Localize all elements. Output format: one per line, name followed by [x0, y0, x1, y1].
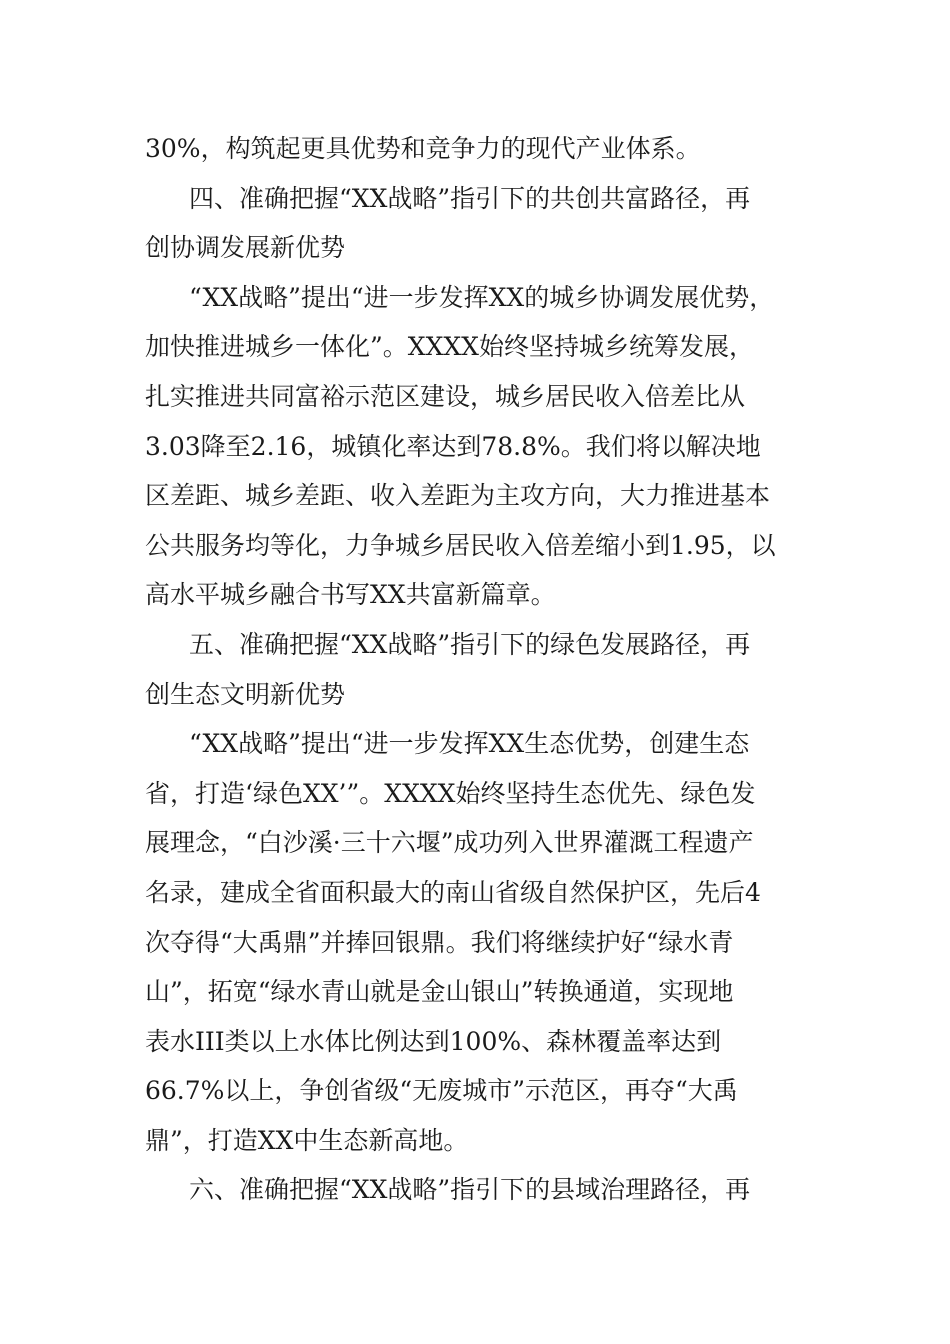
paragraph-5-line-5: 次夺得“大禹鼎”并捧回银鼎。我们将继续护好“绿水青	[145, 927, 734, 957]
paragraph-4-line-5: 区差距、城乡差距、收入差距为主攻方向，大力推进基本	[145, 481, 771, 511]
paragraph-5-line-4: 名录，建成全省面积最大的南山省级自然保护区，先后4	[145, 877, 761, 907]
section-heading-4-line-2: 创协调发展新优势	[145, 233, 346, 263]
paragraph-4-line-6: 公共服务均等化，力争城乡居民收入倍差缩小到1.95，以	[145, 530, 776, 560]
section-heading-5-line-2: 创生态文明新优势	[145, 679, 346, 709]
text-line-1: 30%，构筑起更具优势和竞争力的现代产业体系。	[145, 134, 701, 163]
document-body	[145, 124, 810, 1215]
paragraph-4-line-2: 加快推进城乡一体化”。XXXX始终坚持城乡统筹发展，	[145, 332, 754, 362]
paragraph-5-line-3: 展理念，“白沙溪·三十六堰”成功列入世界灌溉工程遗产	[145, 828, 754, 858]
paragraph-5-line-2: 省，打造‘绿色XX’”。XXXX始终坚持生态优先、绿色发	[145, 778, 756, 808]
paragraph-4-line-4: 3.03降至2.16，城镇化率达到78.8%。我们将以解决地	[145, 431, 761, 461]
section-heading-5-line-1: 五、准确把握“XX战略”指引下的绿色发展路径，再	[189, 629, 751, 659]
paragraph-5-line-7: 表水III类以上水体比例达到100%、森林覆盖率达到	[145, 1026, 722, 1056]
paragraph-5-line-8: 66.7%以上，争创省级“无废城市”示范区，再夺“大禹	[145, 1076, 738, 1106]
paragraph-4-line-7: 高水平城乡融合书写XX共富新篇章。	[145, 580, 556, 610]
paragraph-4-line-3: 扎实推进共同富裕示范区建设，城乡居民收入倍差比从	[145, 381, 746, 411]
paragraph-4-line-1: “XX战略”提出“进一步发挥XX的城乡协调发展优势，	[189, 282, 775, 312]
paragraph-5-line-1: “XX战略”提出“进一步发挥XX生态优势，创建生态	[189, 729, 750, 759]
section-heading-4-line-1: 四、准确把握“XX战略”指引下的共创共富路径，再	[189, 183, 751, 213]
paragraph-5-line-6: 山”，拓宽“绿水青山就是金山银山”转换通道，实现地	[145, 977, 734, 1007]
paragraph-5-line-9: 鼎”，打造XX中生态新高地。	[145, 1125, 469, 1155]
section-heading-6-line-1: 六、准确把握“XX战略”指引下的县域治理路径，再	[189, 1175, 751, 1205]
